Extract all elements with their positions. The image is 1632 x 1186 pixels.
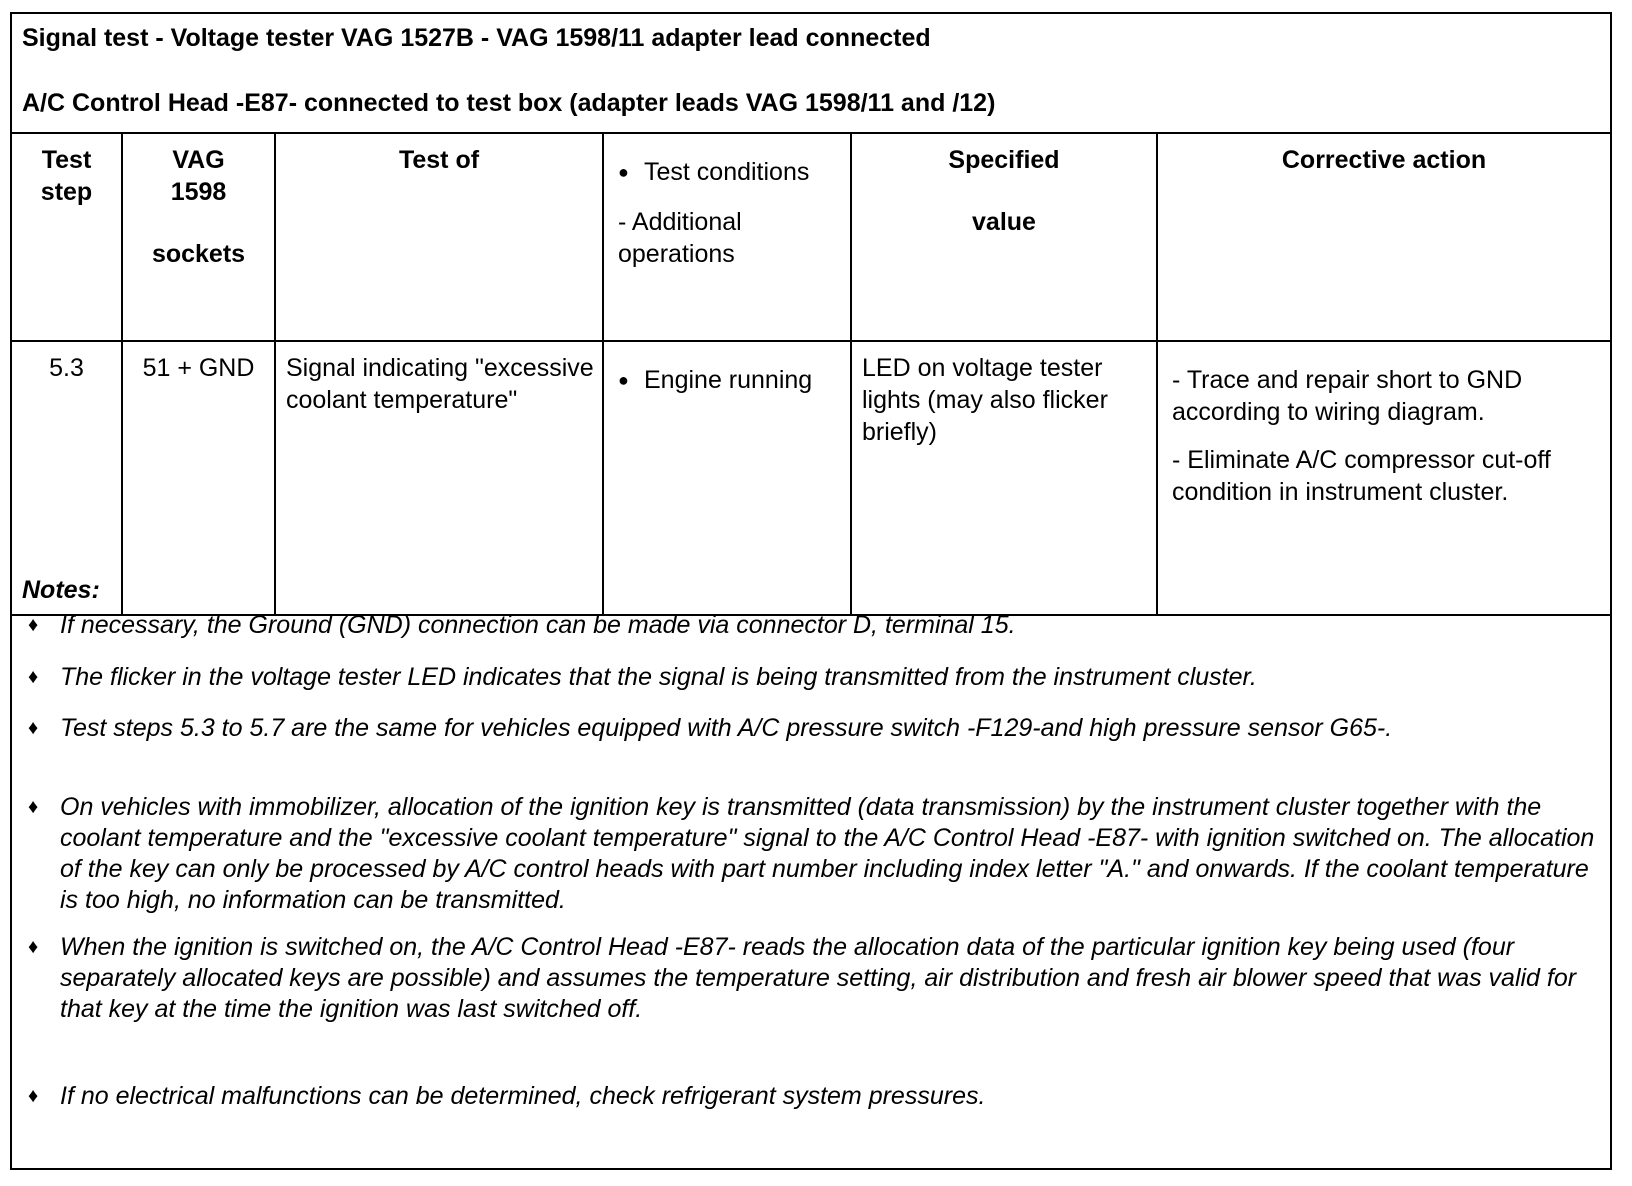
table-row bbox=[12, 341, 1610, 615]
col-header-vag-line3: sockets bbox=[151, 240, 246, 268]
col-header-vag-line1: VAG bbox=[172, 146, 225, 174]
note-text-1: If necessary, the Ground (GND) connection can be made via connector D, terminal 15. bbox=[60, 611, 1016, 639]
col-header-test-of-label: Test of bbox=[398, 146, 480, 174]
cell-corrective bbox=[1157, 341, 1610, 615]
table-header-row bbox=[12, 133, 1610, 341]
col-header-conditions bbox=[603, 133, 851, 341]
col-header-test-step-line1: Test bbox=[41, 146, 92, 174]
diamond-bullet-icon: ♦ bbox=[28, 796, 39, 818]
header-title-line2: A/C Control Head -E87- connected to test box (adapter leads VAG 1598/11 and /12) bbox=[22, 89, 996, 117]
note-text-3: Test steps 5.3 to 5.7 are the same for vehicles equipped with A/C pressure switch -F129-and high pressure sensor G65-. bbox=[60, 714, 1393, 742]
document-frame bbox=[10, 12, 1612, 1170]
col-header-conditions-additional: - Additional operations bbox=[618, 208, 742, 268]
diamond-bullet-icon: ♦ bbox=[28, 1085, 39, 1107]
diamond-bullet-icon: ♦ bbox=[28, 666, 39, 688]
diamond-bullet-icon: ♦ bbox=[28, 717, 39, 739]
col-header-conditions-bullet-item bbox=[604, 156, 842, 188]
condition-text: Engine running bbox=[644, 366, 813, 394]
test-table bbox=[12, 132, 1610, 616]
cell-test-of: Signal indicating "excessive coolant temperature" bbox=[275, 341, 603, 615]
note-item-1 bbox=[12, 610, 1604, 641]
note-item-4 bbox=[12, 792, 1604, 916]
document-header bbox=[12, 14, 1610, 134]
col-header-test-step-line2: step bbox=[40, 178, 93, 206]
corrective-action-2: - Eliminate A/C compressor cut-off condition in instrument cluster. bbox=[1172, 446, 1551, 506]
col-header-test-step bbox=[12, 133, 122, 341]
bullet-dot-icon: ● bbox=[618, 162, 629, 182]
note-item-6 bbox=[12, 1081, 1604, 1112]
note-item-2 bbox=[12, 662, 1604, 693]
header-title-line1: Signal test - Voltage tester VAG 1527B - VAG 1598/11 adapter lead connected bbox=[22, 24, 931, 52]
col-header-vag-line2: 1598 bbox=[170, 178, 227, 206]
note-text-6: If no electrical malfunctions can be determined, check refrigerant system pressures. bbox=[60, 1082, 986, 1110]
bullet-dot-icon: ● bbox=[618, 370, 629, 390]
col-header-vag-sockets bbox=[122, 133, 275, 341]
note-item-5 bbox=[12, 932, 1604, 1025]
note-item-3 bbox=[12, 713, 1604, 744]
cell-step: 5.3 bbox=[12, 341, 122, 615]
col-header-test-of bbox=[275, 133, 603, 341]
cell-sockets: 51 + GND bbox=[122, 341, 275, 615]
col-header-corrective-label: Corrective action bbox=[1281, 146, 1487, 174]
corrective-action-1: - Trace and repair short to GND according to wiring diagram. bbox=[1172, 366, 1523, 426]
col-header-specified-line2: value bbox=[972, 208, 1036, 236]
col-header-conditions-bullet-text: Test conditions bbox=[644, 158, 810, 186]
note-text-4: On vehicles with immobilizer, allocation of the ignition key is transmitted (data transmission) by the instrument cluster together with the coolant temperature and the "excessive coolant temperature" signal to the A/C Control Head -E87- with ignition switched on. The allocation of the key can only be processed by A/C control heads with part number including index letter "A." and onwards. If the coolant temperature is too high, no information can be transmitted. bbox=[60, 793, 1595, 914]
cell-condition bbox=[603, 341, 851, 615]
note-text-2: The flicker in the voltage tester LED indicates that the signal is being transmitted from the instrument cluster. bbox=[60, 663, 1257, 691]
cell-specified: LED on voltage tester lights (may also flicker briefly) bbox=[851, 341, 1157, 615]
col-header-corrective bbox=[1157, 133, 1610, 341]
col-header-specified-line1: Specified bbox=[948, 146, 1060, 174]
notes-title: Notes: bbox=[22, 576, 100, 604]
note-text-5: When the ignition is switched on, the A/C Control Head -E87- reads the allocation data of the particular ignition key being used (four separately allocated keys are possible) and assumes the temperature setting, air distribution and fresh air blower speed that was valid for that key at the time the ignition was last switched off. bbox=[60, 933, 1577, 1023]
diamond-bullet-icon: ♦ bbox=[28, 614, 39, 636]
col-header-specified bbox=[851, 133, 1157, 341]
condition-bullet-item bbox=[604, 364, 842, 396]
diamond-bullet-icon: ♦ bbox=[28, 936, 39, 958]
